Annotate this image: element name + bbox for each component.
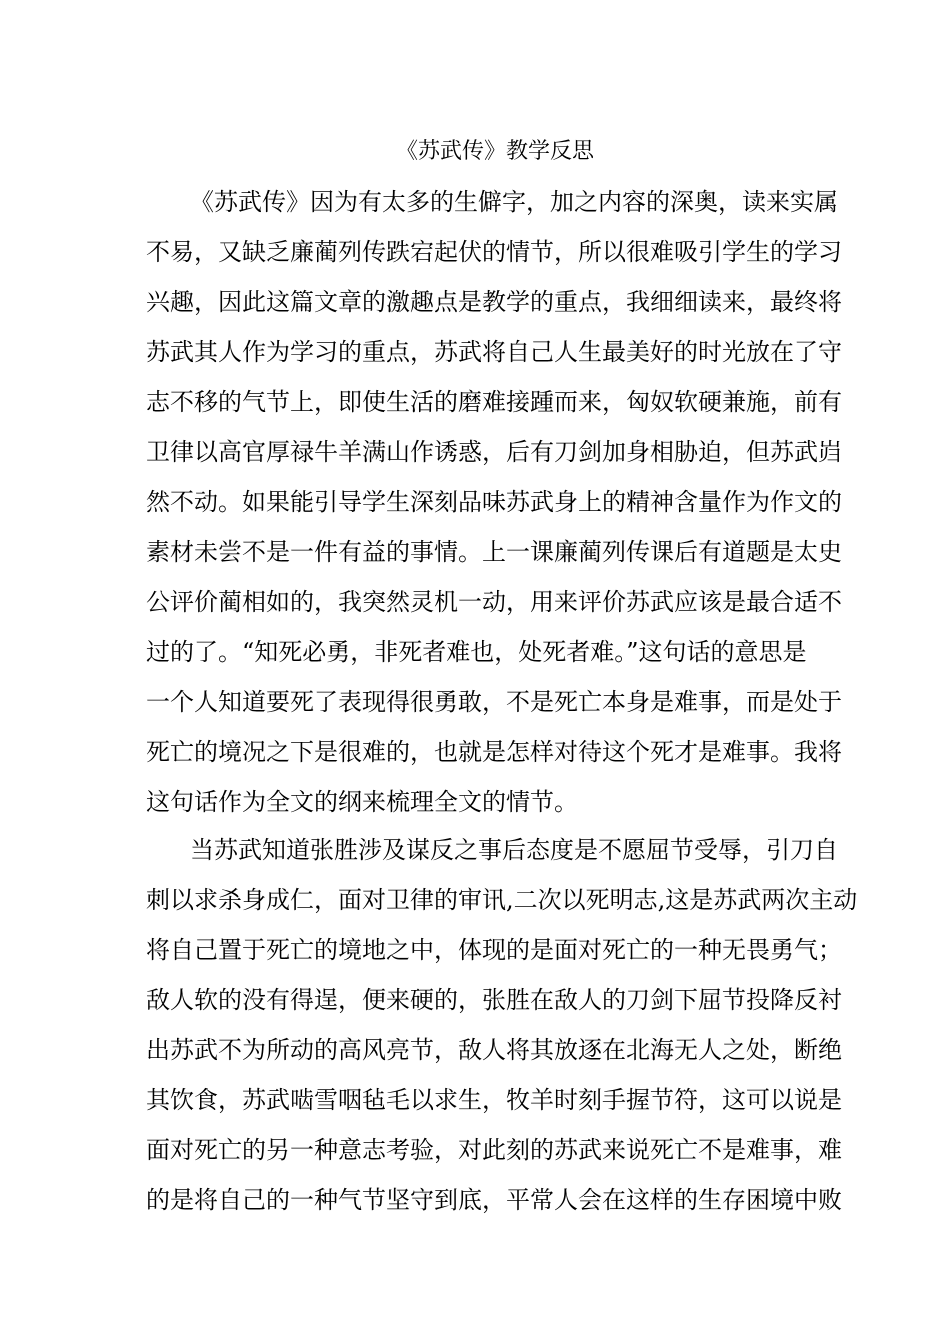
paragraph-line: 敌人软的没有得逞，便来硬的，张胜在敌人的刀剑下屈节投降反衬 [146, 986, 842, 1014]
paragraph-line: 《苏武传》因为有太多的生僻字，加之内容的深奥，读来实属 [190, 188, 838, 216]
paragraph-line: 的是将自己的一种气节坚守到底，平常人会在这样的生存困境中败 [146, 1186, 842, 1214]
paragraph-line: 其饮食，苏武啮雪咽毡毛以求生，牧羊时刻手握节符，这可以说是 [146, 1086, 842, 1114]
paragraph-line: 然不动。如果能引导学生深刻品味苏武身上的精神含量作为作文的 [146, 488, 842, 516]
paragraph-line: 不易，又缺乏廉蔺列传跌宕起伏的情节，所以很难吸引学生的学习 [146, 238, 842, 266]
paragraph-line: 这句话作为全文的纲来梳理全文的情节。 [146, 788, 578, 816]
paragraph-line: 过的了。“知死必勇，非死者难也，处死者难。”这句话的意思是 [146, 638, 807, 666]
paragraph-line: 刺以求杀身成仁，面对卫律的审讯,二次以死明志,这是苏武两次主动 [146, 886, 858, 914]
paragraph-line: 出苏武不为所动的高风亮节，敌人将其放逐在北海无人之处，断绝 [146, 1036, 842, 1064]
paragraph-line: 志不移的气节上，即使生活的磨难接踵而来，匈奴软硬兼施，前有 [146, 388, 842, 416]
paragraph-line: 公评价蔺相如的，我突然灵机一动，用来评价苏武应该是最合适不 [146, 588, 842, 616]
paragraph-line: 死亡的境况之下是很难的，也就是怎样对待这个死才是难事。我将 [146, 738, 842, 766]
paragraph-line: 素材未尝不是一件有益的事情。上一课廉蔺列传课后有道题是太史 [146, 538, 842, 566]
paragraph-line: 当苏武知道张胜涉及谋反之事后态度是不愿屈节受辱，引刀自 [190, 836, 838, 864]
paragraph-line: 苏武其人作为学习的重点，苏武将自己人生最美好的时光放在了守 [146, 338, 842, 366]
paragraph-line: 兴趣，因此这篇文章的激趣点是教学的重点，我细细读来，最终将 [146, 288, 842, 316]
paragraph-line: 将自己置于死亡的境地之中，体现的是面对死亡的一种无畏勇气； [146, 936, 842, 964]
paragraph-line: 面对死亡的另一种意志考验，对此刻的苏武来说死亡不是难事，难 [146, 1136, 842, 1164]
paragraph-line: 一个人知道要死了表现得很勇敢，不是死亡本身是难事，而是处于 [146, 688, 842, 716]
document-title: 《苏武传》教学反思 [395, 139, 594, 164]
paragraph-line: 卫律以高官厚禄牛羊满山作诱惑，后有刀剑加身相胁迫，但苏武岿 [146, 438, 842, 466]
